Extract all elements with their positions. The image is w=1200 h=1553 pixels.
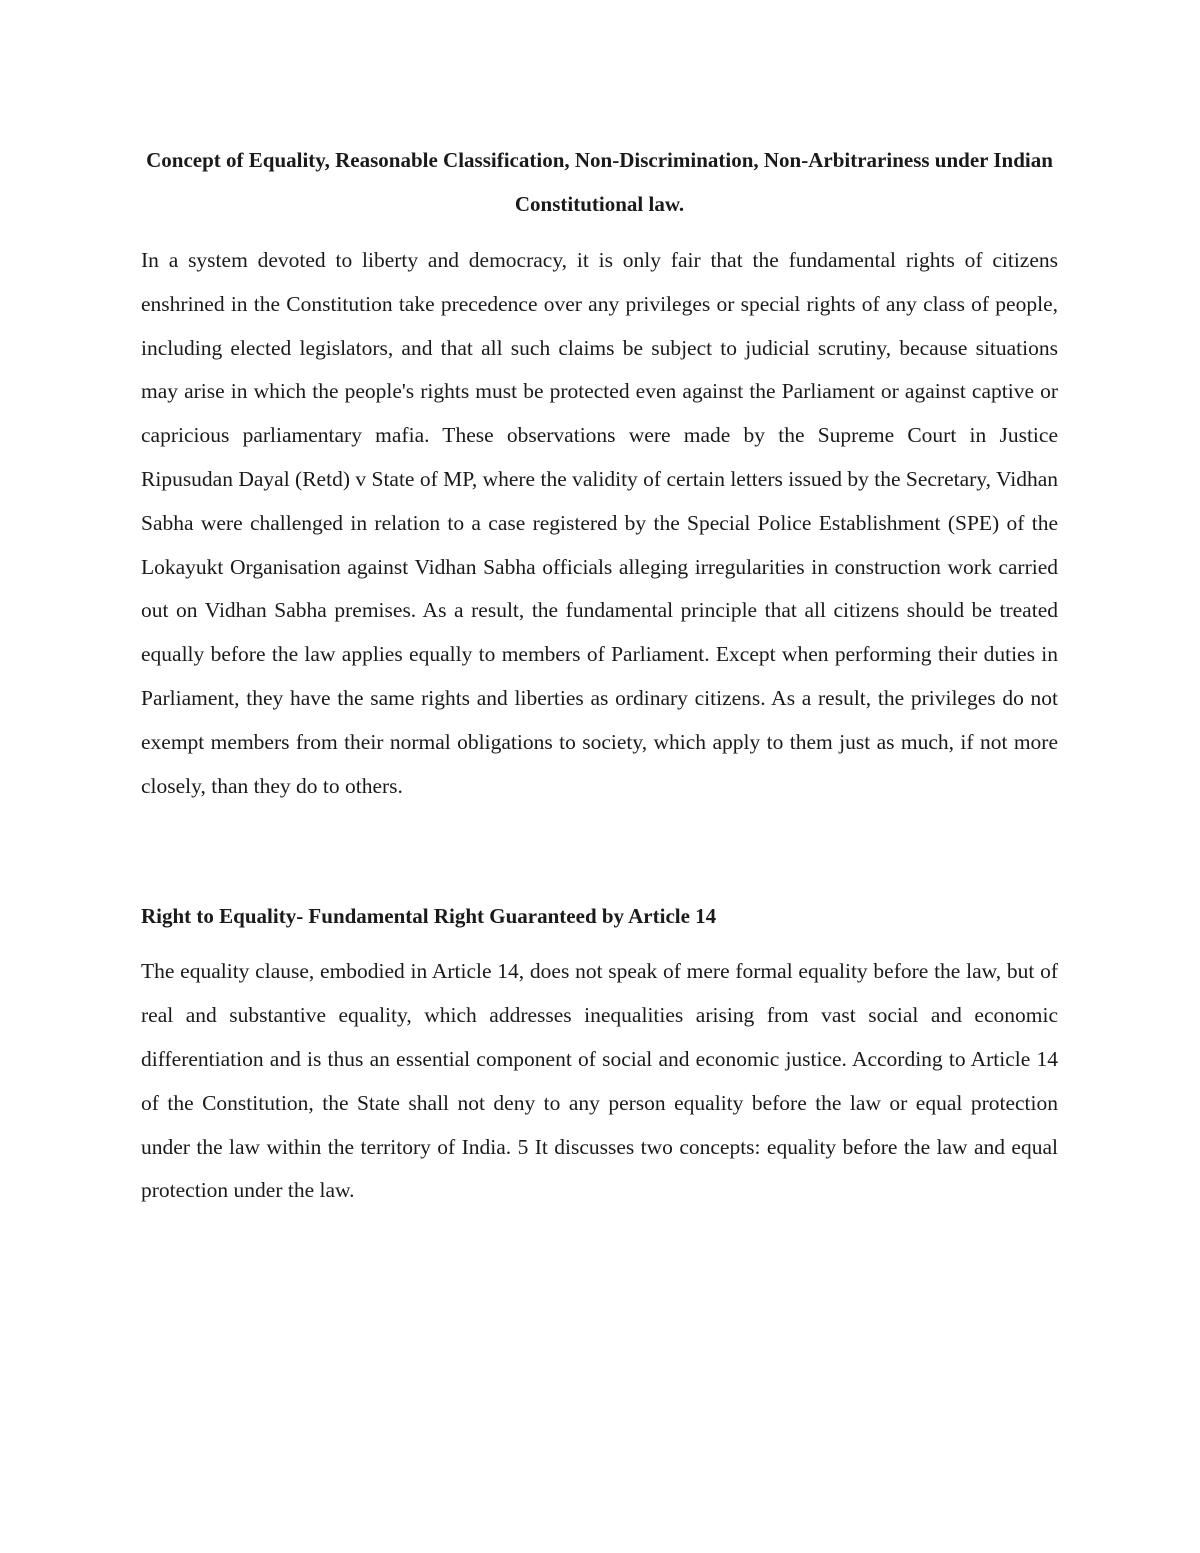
section-heading: Right to Equality- Fundamental Right Guaranteed by Article 14 bbox=[141, 904, 717, 929]
document-title: Concept of Equality, Reasonable Classification, Non-Discrimination, Non-Arbitrariness under Indian Constitutional law. bbox=[146, 148, 1053, 216]
document-page bbox=[141, 138, 1058, 1213]
intro-paragraph: In a system devoted to liberty and democracy, it is only fair that the fundamental rights of citizens enshrined in the Constitution take precedence over any privileges or special rights of any class of people, including elected legislators, and that all such claims be subject to judicial scrutiny, because situations may arise in which the people's rights must be protected even against the Parliament or against captive or capricious parliamentary mafia. These observations were made by the Supreme Court in Justice Ripusudan Dayal (Retd) v State of MP, where the validity of certain letters issued by the Secretary, Vidhan Sabha were challenged in relation to a case registered by the Special Police Establishment (SPE) of the Lokayukt Organisation against Vidhan Sabha officials alleging irregularities in construction work carried out on Vidhan Sabha premises. As a result, the fundamental principle that all citizens should be treated equally before the law applies equally to members of Parliament. Except when performing their duties in Parliament, they have the same rights and liberties as ordinary citizens. As a result, the privileges do not exempt members from their normal obligations to society, which apply to them just as much, if not more closely, than they do to others. bbox=[141, 248, 1059, 798]
section-paragraph: The equality clause, embodied in Article 14, does not speak of mere formal equality before the law, but of real and substantive equality, which addresses inequalities arising from vast social and economic differentiation and is thus an essential component of social and economic justice. According to Article 14 of the Constitution, the State shall not deny to any person equality before the law or equal protection under the law within the territory of India. 5 It discusses two concepts: equality before the law and equal protection under the law. bbox=[141, 959, 1058, 1203]
